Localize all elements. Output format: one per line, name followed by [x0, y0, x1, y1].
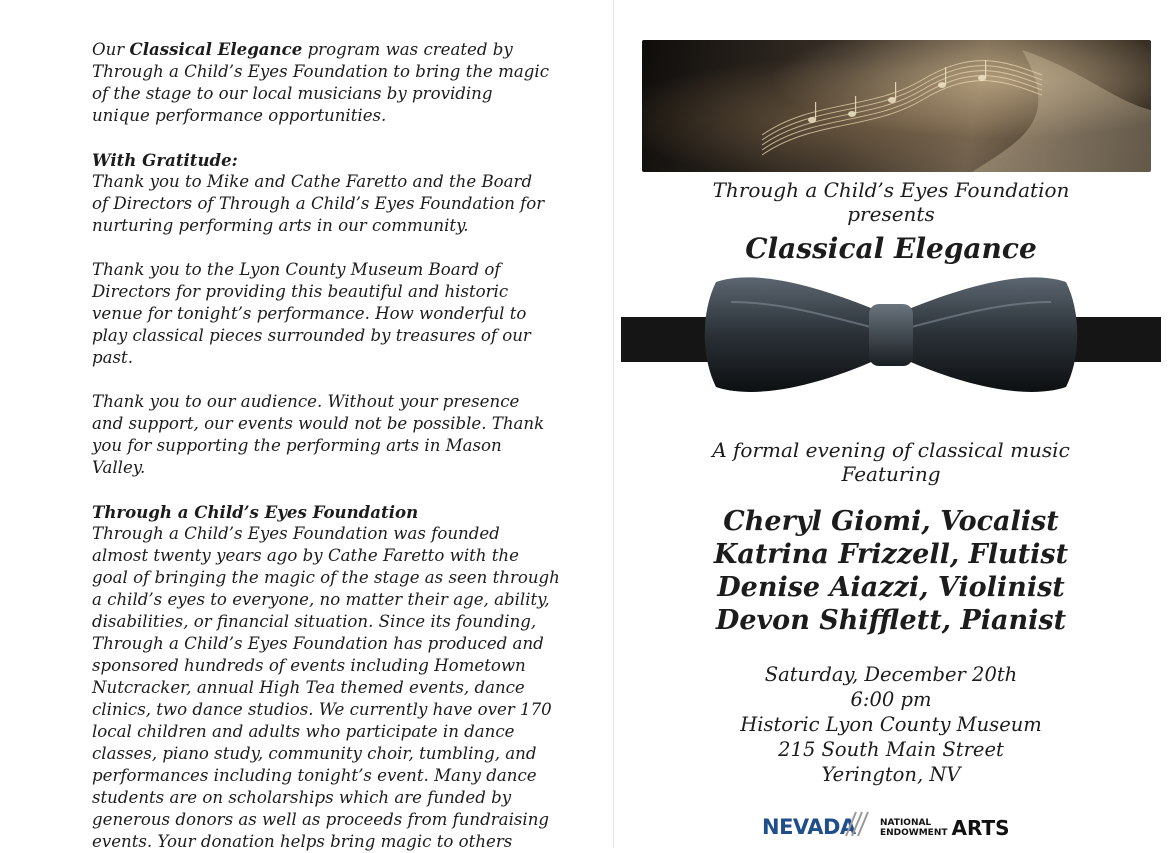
text-line: and support, our events would not be possible. Thank	[92, 414, 545, 433]
text-line: Through a Child’s Eyes Foundation has produced and	[92, 634, 544, 653]
event-date: Saturday, December 20th	[764, 663, 1018, 686]
subtitle-text: A formal evening of classical music	[712, 438, 1070, 462]
text-line: Valley.	[92, 458, 146, 477]
text-line: nurturing performing arts in our community.	[92, 216, 469, 235]
text-line: clinics, two dance studios. We currently have over 170	[92, 700, 552, 719]
performers-list	[614, 505, 1168, 637]
gratitude-paragraph-3	[92, 391, 612, 479]
text-line: goal of bringing the magic of the stage as seen through	[92, 568, 560, 587]
event-title: Classical Elegance	[745, 232, 1037, 265]
event-address: 215 South Main Street	[778, 738, 1004, 761]
text-line: events. Your donation helps bring magic to others	[92, 832, 513, 851]
foundation-paragraph	[92, 523, 612, 853]
subtitle-block	[614, 438, 1168, 486]
presents-text: presents	[847, 202, 935, 226]
presenter-block	[614, 178, 1168, 226]
text-line: Through a Child’s Eyes Foundation was founded	[92, 524, 500, 543]
intro-line: Our Classical Elegance program was created by	[92, 39, 513, 59]
event-details	[614, 662, 1168, 787]
intro-line-rest: program was created by	[307, 40, 513, 59]
event-city: Yerington, NV	[821, 763, 961, 786]
text-line: Directors for providing this beautiful and historic	[92, 282, 509, 301]
bow-tie-image	[621, 262, 1161, 407]
performer-vocalist: Cheryl Giomi, Vocalist	[723, 506, 1059, 537]
foundation-heading: Through a Child’s Eyes Foundation	[92, 502, 419, 522]
nevada-mark-icon	[842, 806, 876, 840]
program-name-emphasis: Classical Elegance	[129, 39, 303, 59]
text-line: venue for tonight’s performance. How wonderful to	[92, 304, 527, 323]
gratitude-paragraph-1	[92, 171, 612, 237]
text-line: you for supporting the performing arts in Mason	[92, 436, 502, 455]
performer-pianist: Devon Shifflett, Pianist	[715, 605, 1067, 636]
nevada-arts-logo: NEVADA	[762, 815, 856, 839]
text-line: performances including tonight’s event. Many dance	[92, 766, 537, 785]
nea-line-1: NATIONAL	[880, 818, 932, 828]
text-line: disabilities, or financial situation. Since its founding,	[92, 612, 537, 631]
intro-line: of the stage to our local musicians by providing	[92, 84, 493, 103]
presenter-name: Through a Child’s Eyes Foundation	[712, 178, 1070, 202]
intro-line: Through a Child’s Eyes Foundation to bring the magic	[92, 62, 549, 81]
text-line: Thank you to our audience. Without your presence	[92, 392, 520, 411]
nea-line-2: ENDOWMENT	[880, 828, 948, 838]
text-line: past.	[92, 348, 133, 367]
text-line: classes, piano study, community choir, tumbling, and	[92, 744, 537, 763]
gratitude-paragraph-2	[92, 259, 612, 369]
nea-arts: ARTS	[951, 816, 1010, 840]
nea-name	[880, 818, 948, 838]
performer-flutist: Katrina Frizzell, Flutist	[713, 539, 1069, 570]
music-notes-illustration	[642, 40, 1151, 172]
nea-logo	[880, 818, 1010, 838]
text-line: play classical pieces surrounded by treasures of our	[92, 326, 531, 345]
performer-violinist: Denise Aiazzi, Violinist	[717, 572, 1065, 603]
intro-paragraph	[92, 38, 612, 127]
text-line: students are on scholarships which are funded by	[92, 788, 512, 807]
text-line: of Directors of Through a Child’s Eyes Foundation for	[92, 194, 545, 213]
text-line: a child’s eyes to everyone, no matter their age, ability,	[92, 590, 550, 609]
text-line: sponsored hundreds of events including Hometown	[92, 656, 526, 675]
sheet-music-image	[642, 40, 1151, 172]
text-line: almost twenty years ago by Cathe Faretto with the	[92, 546, 519, 565]
intro-line: unique performance opportunities.	[92, 106, 387, 125]
event-venue: Historic Lyon County Museum	[740, 713, 1042, 736]
text-line: Thank you to the Lyon County Museum Board of	[92, 260, 501, 279]
text-line: generous donors as well as proceeds from fundraising	[92, 810, 550, 829]
event-time: 6:00 pm	[850, 688, 932, 711]
text-line: Nutcracker, annual High Tea themed events, dance	[92, 678, 525, 697]
left-panel	[92, 38, 612, 853]
text-line: local children and adults who participate in dance	[92, 722, 515, 741]
featuring-text: Featuring	[841, 462, 941, 486]
gratitude-heading: With Gratitude:	[92, 150, 238, 170]
text-line: Thank you to Mike and Cathe Faretto and the Board	[92, 172, 533, 191]
